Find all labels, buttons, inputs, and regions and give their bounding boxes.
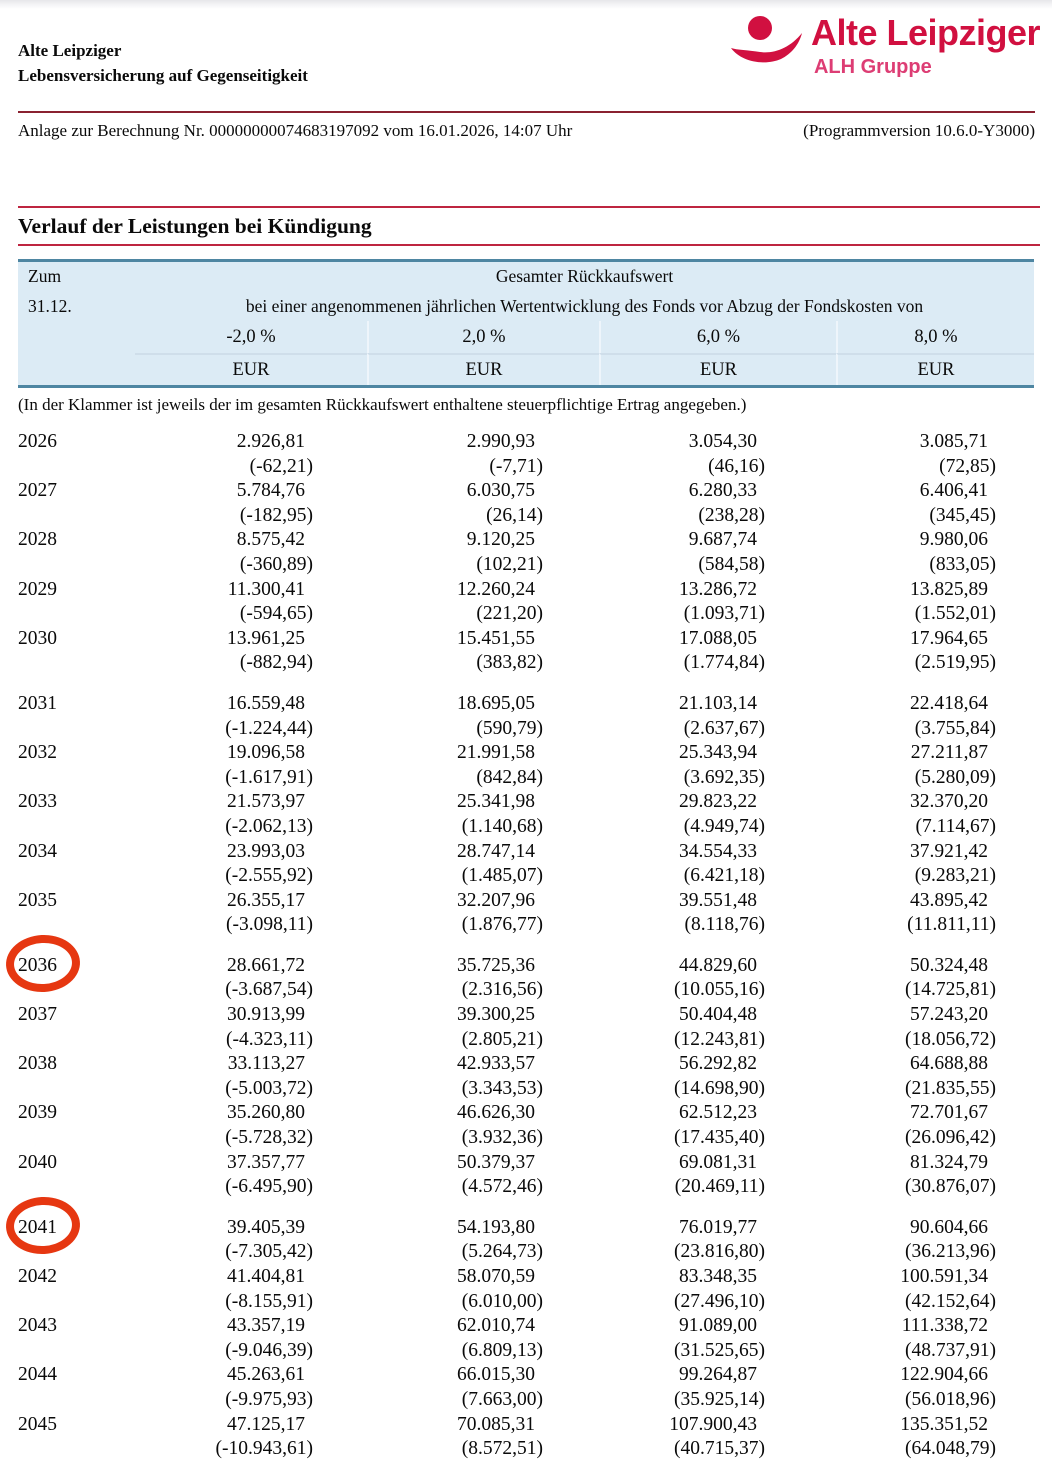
- window-top-edge: [0, 0, 1052, 9]
- taxable-cell: (590,79): [476, 717, 543, 739]
- year-label: 2032: [18, 742, 57, 764]
- taxable-cell: (1.552,01): [914, 603, 996, 625]
- year-label: 2034: [18, 840, 57, 862]
- taxable-cell: (-1.224,44): [225, 717, 313, 739]
- year-label: 2026: [18, 431, 57, 452]
- taxable-cell: (8.118,76): [684, 914, 765, 936]
- taxable-cell: (-3.098,11): [225, 914, 313, 936]
- value-cell: 57.243,20: [910, 1004, 988, 1026]
- rate-header-1: 2,0 %: [367, 321, 599, 353]
- taxable-cell: (2.637,67): [683, 717, 765, 739]
- table-row-taxable: [18, 1126, 1034, 1151]
- value-cell: 23.993,03: [227, 840, 305, 862]
- taxable-cell: (-5.728,32): [225, 1127, 313, 1149]
- table-row-values: [18, 627, 1034, 652]
- value-cell: 3.054,30: [688, 431, 757, 452]
- taxable-cell: (11.811,11): [907, 914, 996, 936]
- year-label: 2039: [18, 1102, 57, 1124]
- table-row-values: [18, 1314, 1034, 1339]
- taxable-cell: (9.283,21): [914, 865, 996, 887]
- company-name-line1: Alte Leipziger: [18, 41, 122, 60]
- value-cell: 44.829,60: [679, 954, 757, 976]
- taxable-cell: (-594,65): [239, 603, 313, 625]
- year-cell: [18, 790, 135, 815]
- title-bottom-rule: [18, 244, 1040, 246]
- logo-title: Alte Leipziger: [810, 12, 1040, 53]
- value-cell: 72.701,67: [910, 1102, 988, 1124]
- table-row-values: [18, 1363, 1034, 1388]
- value-cell: 9.120,25: [466, 529, 535, 551]
- year-cell: [18, 1413, 135, 1438]
- taxable-cell: (1.876,77): [461, 914, 543, 936]
- value-cell: 41.404,81: [227, 1266, 305, 1287]
- taxable-cell: (46,16): [708, 455, 765, 477]
- taxable-cell: (-7.305,42): [225, 1241, 313, 1263]
- taxable-cell: (2.805,21): [461, 1028, 543, 1050]
- taxable-cell: (2.316,56): [461, 979, 543, 1001]
- table-row-values: [18, 840, 1034, 865]
- value-cell: 45.263,61: [227, 1364, 305, 1386]
- table-row-values: [18, 1151, 1034, 1176]
- value-cell: 17.088,05: [679, 627, 757, 649]
- taxable-cell: (30.876,07): [905, 1176, 996, 1198]
- section-title-block: [18, 206, 1040, 246]
- taxable-cell: (8.572,51): [461, 1438, 543, 1460]
- alte-leipziger-logo: [731, 12, 1040, 79]
- program-version: (Programmversion 10.6.0-Y3000): [803, 121, 1035, 140]
- taxable-cell: (23.816,80): [674, 1241, 765, 1263]
- value-cell: 69.081,31: [679, 1151, 757, 1173]
- table-row-values: [18, 479, 1034, 504]
- table-row-taxable: [18, 1077, 1034, 1102]
- taxable-cell: (12.243,81): [674, 1028, 765, 1050]
- value-cell: 9.687,74: [688, 529, 757, 551]
- year-label: 2037: [18, 1004, 57, 1026]
- year-cell: [18, 1216, 135, 1241]
- taxable-cell: (-6.495,90): [225, 1176, 313, 1198]
- year-label: 2028: [18, 529, 57, 551]
- company-name-block: [18, 38, 308, 88]
- value-cell: 91.089,00: [679, 1315, 757, 1337]
- taxable-cell: (-7,71): [489, 455, 543, 477]
- table-row-taxable: [18, 1290, 1034, 1315]
- value-cell: 39.405,39: [227, 1216, 305, 1238]
- value-cell: 66.015,30: [457, 1364, 535, 1386]
- year-cell: [18, 430, 135, 455]
- value-cell: 3.085,71: [919, 431, 988, 452]
- taxable-cell: (7.663,00): [461, 1388, 543, 1410]
- year-cell: [18, 1314, 135, 1339]
- table-row-taxable: [18, 651, 1034, 676]
- value-cell: 111.338,72: [901, 1315, 988, 1337]
- value-cell: 58.070,59: [457, 1266, 535, 1287]
- group-gap-row: [18, 938, 1034, 954]
- value-cell: 54.193,80: [457, 1216, 535, 1238]
- value-cell: 21.103,14: [679, 692, 757, 714]
- taxable-cell: (3.932,36): [461, 1127, 543, 1149]
- taxable-cell: (27.496,10): [674, 1290, 765, 1312]
- taxable-cell: (-3.687,54): [225, 979, 313, 1001]
- annex-calculation-line: Anlage zur Berechnung Nr. 00000000074683197092 vom 16.01.2026, 14:07 Uhr: [18, 121, 573, 140]
- taxable-cell: (5.280,09): [914, 766, 996, 788]
- table-header-band: [18, 259, 1034, 388]
- taxable-cell: (26.096,42): [905, 1127, 996, 1149]
- table-row-taxable: [18, 717, 1034, 742]
- year-label: 2031: [18, 692, 57, 714]
- rate-header-2: 6,0 %: [599, 321, 836, 353]
- year-cell: [18, 1003, 135, 1028]
- taxable-cell: (5.264,73): [461, 1241, 543, 1263]
- value-cell: 15.451,55: [457, 627, 535, 649]
- table-row-values: [18, 1052, 1034, 1077]
- value-cell: 37.921,42: [910, 840, 988, 862]
- taxable-cell: (-360,89): [239, 553, 313, 575]
- value-cell: 21.573,97: [227, 791, 305, 813]
- value-cell: 30.913,99: [227, 1004, 305, 1026]
- year-cell: [18, 692, 135, 717]
- value-cell: 100.591,34: [900, 1266, 988, 1287]
- value-cell: 25.341,98: [457, 791, 535, 813]
- table-row-taxable: [18, 1388, 1034, 1413]
- year-label: 2038: [18, 1053, 57, 1075]
- taxable-cell: (-1.617,91): [225, 766, 313, 788]
- taxable-cell: (40.715,37): [674, 1438, 765, 1460]
- logo-texts: [811, 12, 1040, 79]
- value-cell: 62.512,23: [679, 1102, 757, 1124]
- taxable-cell: (72,85): [939, 455, 996, 477]
- taxable-cell: (36.213,96): [905, 1241, 996, 1263]
- taxable-cell: (35.925,14): [674, 1388, 765, 1410]
- alte-leipziger-swoosh-icon: [731, 16, 803, 66]
- value-cell: 9.980,06: [919, 529, 988, 551]
- year-label: 2035: [18, 889, 57, 911]
- value-cell: 16.559,48: [227, 692, 305, 714]
- table-row-taxable: [18, 864, 1034, 889]
- table-row-values: [18, 528, 1034, 553]
- value-cell: 107.900,43: [669, 1413, 757, 1435]
- taxable-cell: (383,82): [476, 652, 543, 674]
- value-cell: 64.688,88: [910, 1053, 988, 1075]
- value-cell: 37.357,77: [227, 1151, 305, 1173]
- taxable-cell: (1.140,68): [461, 815, 543, 837]
- value-cell: 50.324,48: [910, 954, 988, 976]
- table-row-taxable: [18, 1028, 1034, 1053]
- header-subtitle: bei einer angenommenen jährlichen Wertentwicklung des Fonds vor Abzug der Fondskosten von: [245, 295, 924, 316]
- value-cell: 43.895,42: [910, 889, 988, 911]
- value-cell: 56.292,82: [679, 1053, 757, 1075]
- table-row-taxable: [18, 913, 1034, 938]
- table-row-values: [18, 1216, 1034, 1241]
- table-row-values: [18, 578, 1034, 603]
- year-label: 2027: [18, 480, 57, 502]
- taxable-cell: (238,28): [698, 504, 765, 526]
- year-cell: [18, 1363, 135, 1388]
- value-cell: 19.096,58: [227, 742, 305, 764]
- value-cell: 135.351,52: [900, 1413, 988, 1435]
- taxable-cell: (4.572,46): [461, 1176, 543, 1198]
- rate-header-3: 8,0 %: [836, 321, 1034, 353]
- table-row-taxable: [18, 1339, 1034, 1364]
- taxable-cell: (20.469,11): [674, 1176, 765, 1198]
- value-cell: 35.260,80: [227, 1102, 305, 1124]
- group-gap-row: [18, 676, 1034, 692]
- year-label: 2036: [18, 954, 57, 976]
- logo-subtitle: ALH Gruppe: [813, 56, 932, 78]
- value-cell: 12.260,24: [457, 578, 535, 600]
- year-cell: [18, 741, 135, 766]
- value-cell: 13.961,25: [227, 627, 305, 649]
- table-row-values: [18, 1265, 1034, 1290]
- table-row-taxable: [18, 1175, 1034, 1200]
- value-cell: 32.207,96: [457, 889, 535, 911]
- taxable-cell: (102,21): [476, 553, 543, 575]
- header-date-label: 31.12.: [28, 295, 72, 316]
- taxable-cell: (-2.555,92): [225, 865, 313, 887]
- taxable-cell: (31.525,65): [674, 1339, 765, 1361]
- taxable-cell: (-882,94): [239, 652, 313, 674]
- page-title: Verlauf der Leistungen bei Kündigung: [18, 214, 372, 238]
- taxable-cell: (10.055,16): [674, 979, 765, 1001]
- value-cell: 8.575,42: [236, 529, 305, 551]
- year-cell: [18, 627, 135, 652]
- taxable-cell: (833,05): [929, 553, 996, 575]
- year-label: 2043: [18, 1315, 57, 1337]
- taxable-cell: (-4.323,11): [225, 1028, 313, 1050]
- taxable-cell: (-9.975,93): [225, 1388, 313, 1410]
- taxable-cell: (48.737,91): [905, 1339, 996, 1361]
- group-gap-row: [18, 1200, 1034, 1216]
- value-cell: 81.324,79: [910, 1151, 988, 1173]
- company-name-line2: Lebensversicherung auf Gegenseitigkeit: [18, 66, 308, 85]
- value-cell: 27.211,87: [910, 742, 988, 764]
- value-cell: 83.348,35: [679, 1266, 757, 1287]
- value-cell: 47.125,17: [227, 1413, 305, 1435]
- value-cell: 62.010,74: [457, 1315, 535, 1337]
- value-cell: 33.113,27: [227, 1053, 305, 1075]
- taxable-cell: (6.010,00): [461, 1290, 543, 1312]
- taxable-cell: (6.809,13): [461, 1339, 543, 1361]
- value-cell: 50.404,48: [679, 1004, 757, 1026]
- table-row-taxable: [18, 504, 1034, 529]
- table-row-values: [18, 1101, 1034, 1126]
- table-row-taxable: [18, 978, 1034, 1003]
- table-row-values: [18, 692, 1034, 717]
- value-cell: 70.085,31: [457, 1413, 535, 1435]
- value-cell: 90.604,66: [910, 1216, 988, 1238]
- table-row-taxable: [18, 553, 1034, 578]
- value-cell: 6.030,75: [466, 480, 535, 502]
- year-label: 2041: [18, 1216, 57, 1238]
- taxable-cell: (-2.062,13): [225, 815, 313, 837]
- value-cell: 29.823,22: [679, 791, 757, 813]
- header-zum-label: Zum: [28, 266, 62, 286]
- value-cell: 11.300,41: [227, 578, 305, 600]
- value-cell: 46.626,30: [457, 1102, 535, 1124]
- taxable-cell: (3.692,35): [683, 766, 765, 788]
- value-cell: 26.355,17: [227, 889, 305, 911]
- year-cell: [18, 1265, 135, 1290]
- year-cell: [18, 1052, 135, 1077]
- value-cell: 34.554,33: [679, 840, 757, 862]
- value-cell: 43.357,19: [227, 1315, 305, 1337]
- taxable-cell: (42.152,64): [905, 1290, 996, 1312]
- year-cell: [18, 578, 135, 603]
- taxable-cell: (21.835,55): [905, 1077, 996, 1099]
- taxable-cell: (221,20): [476, 603, 543, 625]
- taxable-cell: (17.435,40): [674, 1127, 765, 1149]
- taxable-cell: (584,58): [698, 553, 765, 575]
- year-cell: [18, 528, 135, 553]
- year-label: 2030: [18, 627, 57, 649]
- table-row-taxable: [18, 455, 1034, 480]
- rate-header-0: -2,0 %: [226, 326, 276, 347]
- taxable-cell: (3.755,84): [914, 717, 996, 739]
- taxable-cell: (-5.003,72): [225, 1077, 313, 1099]
- taxable-cell: (-9.046,39): [225, 1339, 313, 1361]
- taxable-cell: (842,84): [476, 766, 543, 788]
- year-label: 2040: [18, 1151, 57, 1173]
- taxable-cell: (14.725,81): [905, 979, 996, 1001]
- table-row-values: [18, 954, 1034, 979]
- table-row-values: [18, 741, 1034, 766]
- value-cell: 5.784,76: [236, 480, 305, 502]
- value-cell: 2.990,93: [466, 431, 535, 452]
- taxable-cell: (64.048,79): [905, 1438, 996, 1460]
- value-cell: 18.695,05: [457, 692, 535, 714]
- table-row-taxable: [18, 766, 1034, 791]
- value-cell: 2.926,81: [236, 431, 305, 452]
- taxable-cell: (4.949,74): [683, 815, 765, 837]
- unit-header-1: EUR: [367, 353, 599, 385]
- taxable-cell: (-182,95): [239, 504, 313, 526]
- value-cell: 39.300,25: [457, 1004, 535, 1026]
- year-cell: [18, 1101, 135, 1126]
- year-label: 2044: [18, 1364, 57, 1386]
- year-cell: [18, 1151, 135, 1176]
- year-label: 2045: [18, 1413, 57, 1435]
- taxable-cell: (7.114,67): [915, 815, 996, 837]
- year-label: 2033: [18, 791, 57, 813]
- value-cell: 39.551,48: [679, 889, 757, 911]
- table-footnote: (In der Klammer ist jeweils der im gesamten Rückkaufswert enthaltene steuerpflichtige Ertrag angegeben.): [18, 395, 747, 414]
- value-cell: 32.370,20: [910, 791, 988, 813]
- table-row-values: [18, 790, 1034, 815]
- value-cell: 42.933,57: [457, 1053, 535, 1075]
- taxable-cell: (-62,21): [249, 455, 313, 477]
- value-cell: 13.286,72: [679, 578, 757, 600]
- taxable-cell: (26,14): [486, 504, 543, 526]
- year-label: 2042: [18, 1266, 57, 1287]
- taxable-cell: (-10.943,61): [215, 1438, 313, 1460]
- taxable-cell: (6.421,18): [683, 865, 765, 887]
- year-cell: [18, 889, 135, 914]
- value-cell: 28.661,72: [227, 954, 305, 976]
- table-row-taxable: [18, 1240, 1034, 1265]
- value-cell: 17.964,65: [910, 627, 988, 649]
- annex-info-row: [18, 120, 1035, 142]
- value-cell: 76.019,77: [679, 1216, 757, 1238]
- value-cell: 6.280,33: [688, 480, 757, 502]
- table-row-values: [18, 430, 1034, 455]
- header-divider-rule: [18, 111, 1035, 113]
- taxable-cell: (3.343,53): [461, 1077, 543, 1099]
- taxable-cell: (-8.155,91): [225, 1290, 313, 1312]
- value-cell: 21.991,58: [457, 742, 535, 764]
- value-cell: 22.418,64: [910, 692, 988, 714]
- taxable-cell: (1.093,71): [683, 603, 765, 625]
- value-cell: 6.406,41: [919, 480, 988, 502]
- table-row-taxable: [18, 1437, 1034, 1462]
- value-cell: 25.343,94: [679, 742, 757, 764]
- year-cell: [18, 840, 135, 865]
- unit-header-2: EUR: [599, 353, 836, 385]
- taxable-cell: (56.018,96): [905, 1388, 996, 1410]
- header-main-title: Gesamter Rückkaufswert: [495, 266, 674, 286]
- value-cell: 13.825,89: [910, 578, 988, 600]
- table-row-taxable: [18, 602, 1034, 627]
- year-cell: [18, 954, 135, 979]
- table-row-values: [18, 1003, 1034, 1028]
- year-label: 2029: [18, 578, 57, 600]
- table-row-taxable: [18, 815, 1034, 840]
- taxable-cell: (18.056,72): [905, 1028, 996, 1050]
- year-cell: [18, 479, 135, 504]
- taxable-cell: (1.774,84): [683, 652, 765, 674]
- value-cell: 28.747,14: [457, 840, 535, 862]
- unit-header-3: EUR: [836, 353, 1034, 385]
- table-row-values: [18, 889, 1034, 914]
- taxable-cell: (1.485,07): [461, 865, 543, 887]
- taxable-cell: (345,45): [929, 504, 996, 526]
- value-cell: 35.725,36: [457, 954, 535, 976]
- table-row-values: [18, 1413, 1034, 1438]
- taxable-cell: (2.519,95): [914, 652, 996, 674]
- value-cell: 99.264,87: [679, 1364, 757, 1386]
- taxable-cell: (14.698,90): [674, 1077, 765, 1099]
- value-cell: 122.904,66: [900, 1364, 988, 1386]
- surrender-value-table: [18, 430, 1034, 1462]
- unit-header-0: EUR: [135, 353, 367, 385]
- value-cell: 50.379,37: [457, 1151, 535, 1173]
